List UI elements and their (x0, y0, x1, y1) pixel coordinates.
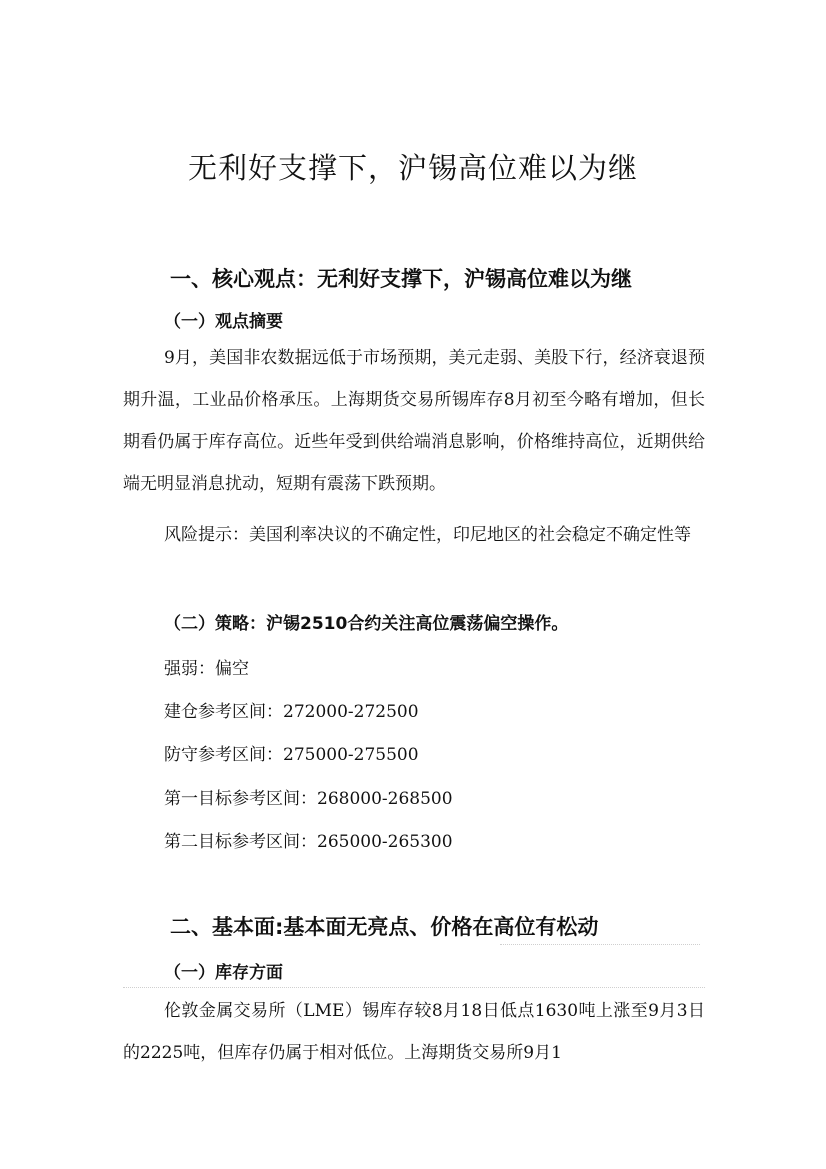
strategy-entry-range: 建仓参考区间：272000-272500 (164, 702, 419, 722)
strategy-stop-range: 防守参考区间：275000-275500 (164, 745, 419, 765)
summary-paragraph: 9月，美国非农数据远低于市场预期，美元走弱、美股下行，经济衰退预期升温，工业品价格承压。上海期货交易所锡库存8月初至今略有增加，但长期看仍属于库存高位。近些年受到供给端消息影响，价格维持高位，近期供给端无明显消息扰动，短期有震荡下跌预期。 (123, 348, 705, 494)
heading-divider (500, 944, 700, 945)
strategy-target1-range: 第一目标参考区间：268000-268500 (164, 789, 453, 809)
section1-heading: 一、核心观点：无利好支撑下，沪锡高位难以为继 (170, 267, 632, 291)
risk-paragraph: 风险提示：美国利率决议的不确定性，印尼地区的社会稳定不确定性等 (164, 525, 691, 545)
section2-sub1-heading: （一）库存方面 (164, 963, 283, 983)
inventory-paragraph: 伦敦金属交易所（LME）锡库存较8月18日低点1630吨上涨至9月3日的2225吨，但库存仍属于相对低位。上海期货交易所9月1 (123, 1001, 705, 1063)
section2-heading: 二、基本面:基本面无亮点、价格在高位有松动 (170, 915, 599, 939)
section1-sub1-heading: （一）观点摘要 (164, 312, 283, 332)
strategy-strength: 强弱：偏空 (164, 659, 249, 679)
strategy-target2-range: 第二目标参考区间：265000-265300 (164, 832, 453, 852)
section1-sub2-heading: （二）策略：沪锡2510合约关注高位震荡偏空操作。 (164, 614, 569, 634)
document-title: 无利好支撑下，沪锡高位难以为继 (187, 151, 638, 185)
subheading-divider (123, 987, 705, 988)
